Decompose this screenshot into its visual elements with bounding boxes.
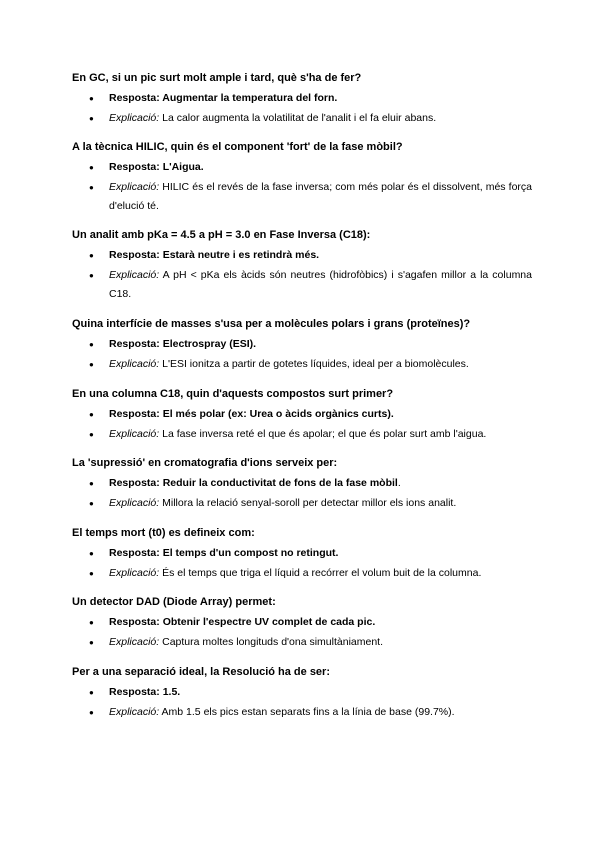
explanation-label: Explicació: (109, 357, 160, 370)
question-7: El temps mort (t0) es defineix com: (72, 527, 255, 539)
explanation-text-7: És el temps que triga el líquid a recórrer el volum buit de la columna. (162, 566, 482, 579)
question-2: A la tècnica HILIC, quin és el component 'fort' de la fase mòbil? (72, 141, 403, 153)
explanation-item-8 (72, 633, 532, 653)
answer-list-1 (72, 89, 532, 128)
answer-label: Resposta: (109, 249, 160, 261)
bullet-dot-icon: ● (89, 251, 94, 260)
answer-list-2 (72, 158, 532, 217)
answer-label: Resposta: (109, 92, 160, 104)
answer-label: Resposta: (109, 547, 160, 559)
explanation-item-6 (72, 494, 532, 514)
bullet-dot-icon: ● (89, 163, 94, 172)
answer-item-1 (72, 89, 532, 109)
explanation-label: Explicació: (109, 180, 160, 193)
explanation-item-9 (72, 703, 532, 723)
answer-item-7 (72, 544, 532, 564)
explanation-label: Explicació: (109, 111, 160, 124)
answer-item-6 (72, 474, 532, 494)
explanation-item-5 (72, 425, 532, 445)
bullet-dot-icon: ● (89, 410, 94, 419)
question-4: Quina interfície de masses s'usa per a molècules polars i grans (proteïnes)? (72, 318, 471, 330)
answer-list-5 (72, 405, 532, 444)
question-9: Per a una separació ideal, la Resolució ha de ser: (72, 666, 330, 678)
qa-item-8 (72, 594, 532, 652)
answer-text-3: Estarà neutre i es retindrà més. (162, 249, 320, 261)
answer-text-2: L'Aigua. (162, 161, 204, 173)
explanation-text-2: HILIC és el revés de la fase inversa; com més polar és el dissolvent, més força d'elució té. (109, 180, 532, 212)
explanation-text-4: L'ESI ionitza a partir de gotetes líquides, ideal per a biomolècules. (162, 357, 469, 370)
answer-text-8: Obtenir l'espectre UV complet de cada pic. (162, 616, 376, 628)
question-1: En GC, si un pic surt molt ample i tard, què s'ha de fer? (72, 72, 362, 84)
bullet-dot-icon: ● (89, 618, 94, 627)
answer-text-1: Augmentar la temperatura del forn. (162, 92, 338, 104)
question-3: Un analit amb pKa = 4.5 a pH = 3.0 en Fase Inversa (C18): (72, 229, 371, 241)
bullet-dot-icon: ● (89, 429, 94, 439)
explanation-text-8: Captura moltes longituds d'ona simultàniament. (162, 635, 383, 648)
explanation-label: Explicació: (109, 496, 160, 509)
answer-label: Resposta: (109, 161, 160, 173)
bullet-dot-icon: ● (89, 479, 94, 488)
bullet-dot-icon: ● (89, 340, 94, 349)
answer-list-8 (72, 613, 532, 652)
explanation-text-6: Millora la relació senyal-soroll per detectar millor els ions analit. (162, 496, 457, 509)
answer-item-8 (72, 613, 532, 633)
explanation-item-4 (72, 355, 532, 375)
explanation-label: Explicació: (109, 427, 160, 440)
answer-text-6: Reduir la conductivitat de fons de la fase mòbil (162, 477, 398, 489)
explanation-item-3 (72, 266, 532, 305)
bullet-dot-icon: ● (89, 549, 94, 558)
qa-item-5 (72, 386, 532, 444)
qa-item-4 (72, 316, 532, 374)
qa-item-2 (72, 139, 532, 217)
question-6: La 'supressió' en cromatografia d'ions serveix per: (72, 457, 338, 469)
bullet-dot-icon: ● (89, 270, 94, 280)
explanation-label: Explicació: (109, 635, 160, 648)
question-5: En una columna C18, quin d'aquests compostos surt primer? (72, 388, 394, 400)
explanation-label: Explicació: (109, 268, 160, 281)
qa-item-9 (72, 664, 532, 722)
bullet-dot-icon: ● (89, 707, 94, 717)
answer-label: Resposta: (109, 686, 160, 698)
answer-label: Resposta: (109, 616, 160, 628)
explanation-item-7 (72, 564, 532, 584)
answer-list-6 (72, 474, 532, 513)
answer-label: Resposta: (109, 477, 160, 489)
bullet-dot-icon: ● (89, 688, 94, 697)
question-8: Un detector DAD (Diode Array) permet: (72, 596, 276, 608)
answer-suffix-6: . (397, 477, 401, 489)
explanation-item-1 (72, 109, 532, 129)
answer-item-9 (72, 683, 532, 703)
answer-item-5 (72, 405, 532, 425)
explanation-text-3: A pH < pKa els àcids són neutres (hidrofòbics) i s'agafen millor a la columna C18. (109, 268, 532, 300)
qa-item-3 (72, 227, 532, 305)
answer-text-5: El més polar (ex: Urea o àcids orgànics curts). (162, 408, 394, 420)
answer-text-9: 1.5. (162, 686, 181, 698)
qa-item-7 (72, 525, 532, 583)
answer-item-2 (72, 158, 532, 178)
bullet-dot-icon: ● (89, 637, 94, 647)
answer-text-7: El temps d'un compost no retingut. (162, 547, 339, 559)
explanation-item-2 (72, 178, 532, 217)
explanation-text-9: Amb 1.5 els pics estan separats fins a la línia de base (99.7%). (161, 705, 455, 718)
qa-item-1 (72, 70, 532, 128)
bullet-dot-icon: ● (89, 182, 94, 192)
bullet-dot-icon: ● (89, 94, 94, 103)
answer-list-7 (72, 544, 532, 583)
bullet-dot-icon: ● (89, 568, 94, 578)
qa-item-6 (72, 455, 532, 513)
answer-list-4 (72, 335, 532, 374)
explanation-label: Explicació: (109, 705, 160, 718)
answer-label: Resposta: (109, 408, 160, 420)
bullet-dot-icon: ● (89, 113, 94, 123)
answer-list-9 (72, 683, 532, 722)
answer-item-4 (72, 335, 532, 355)
explanation-label: Explicació: (109, 566, 160, 579)
answer-label: Resposta: (109, 338, 160, 350)
explanation-text-5: La fase inversa reté el que és apolar; el que és polar surt amb l'aigua. (162, 427, 487, 440)
answer-list-3 (72, 246, 532, 305)
explanation-text-1: La calor augmenta la volatilitat de l'analit i el fa eluir abans. (162, 111, 437, 124)
answer-item-3 (72, 246, 532, 266)
bullet-dot-icon: ● (89, 359, 94, 369)
answer-text-4: Electrospray (ESI). (162, 338, 257, 350)
bullet-dot-icon: ● (89, 498, 94, 508)
